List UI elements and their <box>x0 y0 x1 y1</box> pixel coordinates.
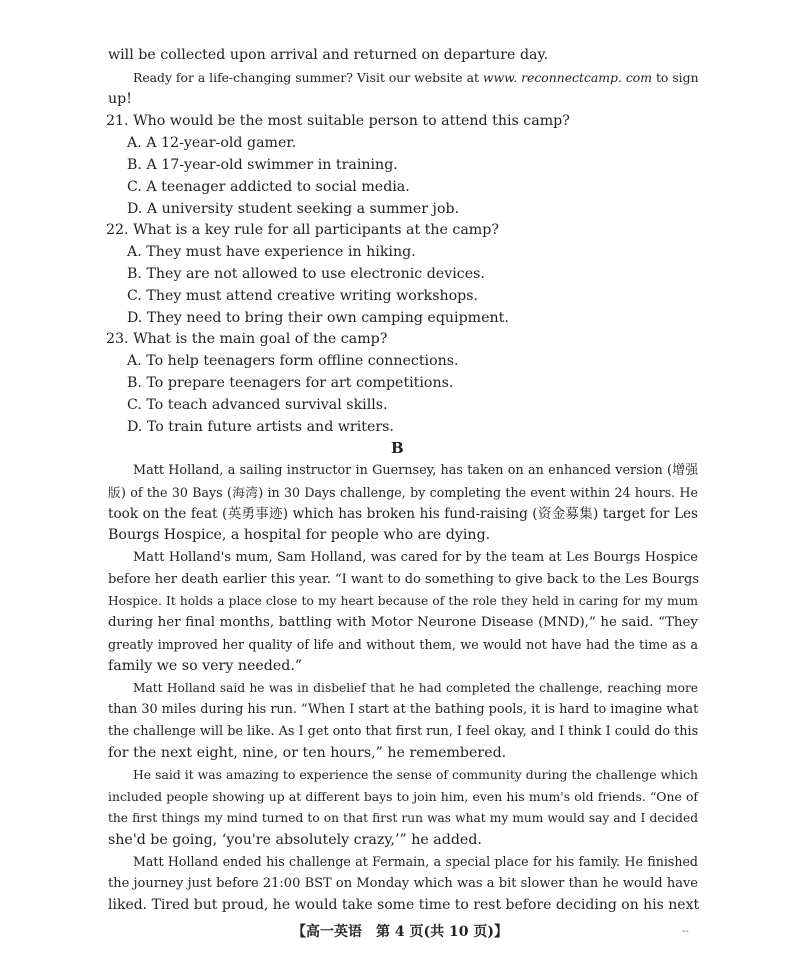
question-21-option-b: B. A 17-year-old swimmer in training. <box>127 157 398 173</box>
section-b-line-10: family we so very needed.” <box>108 658 303 674</box>
passage-a-line-1: will be collected upon arrival and returned on departure day. <box>108 47 549 63</box>
page-footer: 【高一英语 第 4 页(共 10 页)】 <box>292 924 508 940</box>
section-b-line-2: 版) of the 30 Bays (海湾) in 30 Days challenge, by completing the event within 24 hours. He <box>108 485 698 500</box>
question-22-option-d: D. They need to bring their own camping equipment. <box>127 310 509 326</box>
passage-a-line-2-pre: Ready for a life-changing summer? Visit our website at <box>133 70 483 85</box>
question-22-option-b: B. They are not allowed to use electronic devices. <box>127 266 485 282</box>
question-23-option-a: A. To help teenagers form offline connections. <box>127 353 459 369</box>
section-b-line-20: the journey just before 21:00 BST on Monday which was a bit slower than he would have <box>108 876 698 891</box>
passage-a-line-2 <box>133 67 698 88</box>
section-b-line-19: Matt Holland ended his challenge at Fermain, a special place for his family. He finished <box>133 854 698 869</box>
camp-website-url: www. reconnectcamp. com <box>482 70 652 85</box>
section-b-line-3: took on the feat (英勇事迹) which has broken his fund-raising (资金募集) target for Les <box>108 506 698 522</box>
question-21-option-d: D. A university student seeking a summer job. <box>127 201 460 217</box>
passage-a-line-2-post: to sign <box>652 70 699 85</box>
section-b-line-12: than 30 miles during his run. “When I start at the bathing pools, it is hard to imagine what <box>108 702 699 717</box>
question-21-option-a: A. A 12-year-old gamer. <box>127 135 297 151</box>
section-b-line-1: Matt Holland, a sailing instructor in Guernsey, has taken on an enhanced version (增强 <box>133 463 698 478</box>
section-b-line-16: included people showing up at different bays to join him, even his mum's old friends. “One of <box>108 789 698 804</box>
section-b-line-17: the first things my mind turned to on that first run was what my mum would say and I decided <box>108 811 698 825</box>
section-b-line-14: for the next eight, nine, or ten hours,” he remembered. <box>108 745 507 761</box>
section-b-line-11: Matt Holland said he was in disbelief that he had completed the challenge, reaching more <box>133 681 698 695</box>
question-23-stem: 23. What is the main goal of the camp? <box>106 331 388 347</box>
section-b-line-6: before her death earlier this year. “I want to do something to give back to the Les Bourgs <box>108 572 699 587</box>
question-21-stem: 21. Who would be the most suitable person to attend this camp? <box>106 113 570 129</box>
question-22-option-a: A. They must have experience in hiking. <box>127 244 416 260</box>
footer-mark: -- <box>682 926 689 937</box>
section-b-line-21: liked. Tired but proud, he would take some time to rest before deciding on his next <box>108 897 700 913</box>
passage-a-line-3: up! <box>108 91 132 107</box>
section-b-line-18: she'd be going, ‘you're absolutely crazy,’” he added. <box>108 832 482 848</box>
question-23-option-d: D. To train future artists and writers. <box>127 419 394 435</box>
section-b-heading: B <box>391 439 404 457</box>
section-b-line-4: Bourgs Hospice, a hospital for people who are dying. <box>108 527 491 543</box>
section-b-line-9: greatly improved her quality of life and without them, we would not have had the time as a <box>108 637 698 652</box>
section-b-line-7: Hospice. It holds a place close to my heart because of the role they held in caring for my mum <box>108 594 698 608</box>
section-b-line-13: the challenge will be like. As I get onto that first run, I feel okay, and I think I could do this <box>108 724 699 739</box>
section-b-line-8: during her final months, battling with Motor Neurone Disease (MND),” he said. “They <box>108 615 698 630</box>
question-23-option-c: C. To teach advanced survival skills. <box>127 397 388 413</box>
section-b-line-5: Matt Holland's mum, Sam Holland, was cared for by the team at Les Bourgs Hospice <box>133 550 698 565</box>
question-22-option-c: C. They must attend creative writing workshops. <box>127 288 479 304</box>
question-23-option-b: B. To prepare teenagers for art competitions. <box>127 375 454 391</box>
question-22-stem: 22. What is a key rule for all participants at the camp? <box>106 222 499 238</box>
question-21-option-c: C. A teenager addicted to social media. <box>127 179 410 195</box>
section-b-line-15: He said it was amazing to experience the sense of community during the challenge which <box>133 767 698 782</box>
